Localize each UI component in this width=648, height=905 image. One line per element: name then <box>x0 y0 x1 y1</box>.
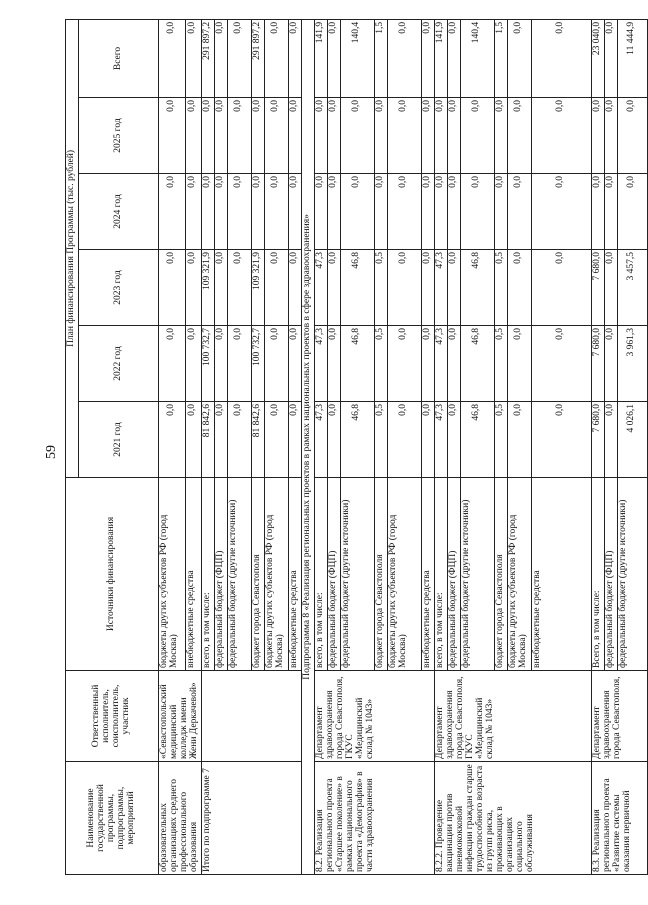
value-cell: 0,0 <box>387 98 421 174</box>
value-cell: 0,0 <box>288 19 301 97</box>
value-cell: 141,9 <box>314 19 327 97</box>
value-cell: 0,5 <box>374 402 387 478</box>
value-cell: 0,0 <box>507 250 531 326</box>
value-cell: 0,0 <box>327 98 340 174</box>
value-cell: 7 680,0 <box>591 402 604 478</box>
value-cell: 0,0 <box>264 402 288 478</box>
value-cell: 0,0 <box>387 250 421 326</box>
value-cell: 0,0 <box>159 174 186 250</box>
value-cell: 0,0 <box>604 326 617 402</box>
value-cell: 0,0 <box>264 98 288 174</box>
value-cell: 0,0 <box>591 98 604 174</box>
value-cell: 0,0 <box>327 326 340 402</box>
header-year-2023: 2023 год <box>79 250 159 326</box>
value-cell: 0,0 <box>288 98 301 174</box>
value-cell: 109 321,9 <box>201 250 214 326</box>
value-cell: 0,0 <box>617 98 647 174</box>
value-cell: 0,0 <box>264 19 288 97</box>
header-year-2021: 2021 год <box>79 402 159 478</box>
subprogram-title: Подпрограмма 8 «Реализация региональных проектов в рамках национальных проектов в сфере здравоохранения» <box>301 19 314 874</box>
measure-executor: Департамент здравоохранения города Севастополя, ГКУС «Медицинский склад № 1043» <box>314 671 434 762</box>
source-cell: внебюджетные средства <box>186 478 202 671</box>
value-cell: 0,0 <box>374 98 387 174</box>
value-cell: 0,0 <box>604 19 617 97</box>
value-cell: 0,0 <box>340 174 374 250</box>
value-cell: 0,0 <box>159 326 186 402</box>
value-cell: 0,0 <box>227 250 251 326</box>
value-cell: 3 961,3 <box>617 326 647 402</box>
value-cell: 0,0 <box>531 250 591 326</box>
value-cell: 0,0 <box>421 250 434 326</box>
value-cell: 0,5 <box>494 250 507 326</box>
value-cell: 0,0 <box>421 174 434 250</box>
source-cell: бюджет города Севастополя <box>251 478 264 671</box>
value-cell: 47,3 <box>434 250 447 326</box>
value-cell: 291 897,2 <box>251 19 264 97</box>
financing-table <box>65 19 648 875</box>
value-cell: 0,0 <box>327 250 340 326</box>
value-cell: 0,5 <box>374 250 387 326</box>
value-cell: 0,0 <box>227 326 251 402</box>
source-cell: бюджет города Севастополя <box>374 478 387 671</box>
value-cell: 47,3 <box>314 402 327 478</box>
value-cell: 0,0 <box>604 174 617 250</box>
value-cell: 0,0 <box>227 402 251 478</box>
source-cell: федеральный бюджет (другие источники) <box>617 478 647 671</box>
value-cell: 0,0 <box>507 19 531 97</box>
value-cell: 0,0 <box>460 98 494 174</box>
value-cell: 0,0 <box>447 402 460 478</box>
value-cell: 3 457,5 <box>617 250 647 326</box>
value-cell: 0,0 <box>421 326 434 402</box>
measure-name: 8.2. Реализация регионального проекта «Старшее поколение» в рамках национального проекта «Демография» в части здравоохранения <box>314 762 434 875</box>
measure-name: 8.3. Реализация регионального проекта «Развитие системы оказания первичной <box>591 762 647 875</box>
value-cell: 140,4 <box>460 19 494 97</box>
value-cell: 46,8 <box>460 326 494 402</box>
value-cell: 0,0 <box>227 19 251 97</box>
value-cell: 0,0 <box>186 250 202 326</box>
value-cell: 47,3 <box>434 326 447 402</box>
value-cell: 0,0 <box>494 174 507 250</box>
value-cell: 0,0 <box>288 174 301 250</box>
value-cell: 81 842,6 <box>251 402 264 478</box>
value-cell: 0,0 <box>447 19 460 97</box>
value-cell: 0,0 <box>264 326 288 402</box>
rotated-table-wrapper <box>65 20 637 875</box>
value-cell: 0,0 <box>159 19 186 97</box>
value-cell: 0,0 <box>186 174 202 250</box>
value-cell: 0,0 <box>387 174 421 250</box>
value-cell: 0,0 <box>288 402 301 478</box>
source-cell: внебюджетные средства <box>421 478 434 671</box>
value-cell: 0,0 <box>288 250 301 326</box>
source-cell: всего, в том числе: <box>201 478 214 671</box>
source-cell: федеральный бюджет (ФЦП) <box>447 478 460 671</box>
value-cell: 23 040,0 <box>591 19 604 97</box>
value-cell: 0,0 <box>186 326 202 402</box>
value-cell: 47,3 <box>314 326 327 402</box>
value-cell: 0,0 <box>214 250 227 326</box>
value-cell: 0,0 <box>494 98 507 174</box>
value-cell: 140,4 <box>340 19 374 97</box>
value-cell: 1,5 <box>494 19 507 97</box>
header-total: Всего <box>79 19 159 97</box>
value-cell: 0,0 <box>186 98 202 174</box>
value-cell: 0,0 <box>327 402 340 478</box>
value-cell: 0,0 <box>214 19 227 97</box>
value-cell: 0,0 <box>288 326 301 402</box>
source-cell: внебюджетные средства <box>288 478 301 671</box>
value-cell: 0,0 <box>460 174 494 250</box>
source-cell: бюджеты других субъектов РФ (город Москва) <box>387 478 421 671</box>
value-cell: 0,0 <box>327 174 340 250</box>
value-cell: 0,0 <box>264 250 288 326</box>
measure-executor: Департамент здравоохранения города Севастополя, <box>591 671 647 762</box>
value-cell: 0,0 <box>314 174 327 250</box>
value-cell: 7 680,0 <box>591 326 604 402</box>
value-cell: 46,8 <box>340 402 374 478</box>
value-cell: 0,0 <box>604 250 617 326</box>
value-cell: 0,0 <box>201 98 214 174</box>
value-cell: 46,8 <box>460 250 494 326</box>
value-cell: 0,0 <box>507 174 531 250</box>
source-cell: Всего, в том числе: <box>591 478 604 671</box>
value-cell: 0,0 <box>214 402 227 478</box>
value-cell: 0,0 <box>507 326 531 402</box>
value-cell: 0,0 <box>387 19 421 97</box>
measure-executor <box>201 671 301 762</box>
value-cell: 0,0 <box>604 402 617 478</box>
value-cell: 0,0 <box>531 98 591 174</box>
value-cell: 47,3 <box>434 402 447 478</box>
source-cell: бюджеты других субъектов РФ (город Москва) <box>159 478 186 671</box>
value-cell: 0,0 <box>227 98 251 174</box>
measure-name: Итого по подпрограмме 7 <box>201 762 301 875</box>
value-cell: 141,9 <box>434 19 447 97</box>
header-plan: План финансирования Программы (тыс. рублей) <box>66 19 79 477</box>
source-cell: бюджет города Севастополя <box>494 478 507 671</box>
page-number: 59 <box>44 445 59 459</box>
header-year-2025: 2025 год <box>79 98 159 174</box>
value-cell: 0,0 <box>251 174 264 250</box>
header-year-2022: 2022 год <box>79 326 159 402</box>
value-cell: 0,0 <box>201 174 214 250</box>
value-cell: 0,0 <box>447 250 460 326</box>
measure-name: образовательных организациях среднего профессионального образования <box>159 762 202 875</box>
value-cell: 0,0 <box>604 98 617 174</box>
value-cell: 0,0 <box>186 19 202 97</box>
header-year-2024: 2024 год <box>79 174 159 250</box>
value-cell: 0,0 <box>421 19 434 97</box>
header-executor: Ответственный исполнитель, соисполнитель, участник <box>66 671 159 762</box>
measure-name: 8.2.2. Проведение вакцинации против пневмококковой инфекции граждан старше трудоспособного возраста из групп риска, проживающих в организациях социального обслуживания <box>434 762 591 875</box>
value-cell: 0,5 <box>494 402 507 478</box>
value-cell: 0,0 <box>387 402 421 478</box>
source-cell: федеральный бюджет (ФЦП) <box>604 478 617 671</box>
value-cell: 0,5 <box>374 326 387 402</box>
value-cell: 0,0 <box>186 402 202 478</box>
value-cell: 100 732,7 <box>251 326 264 402</box>
source-cell: всего, в том числе: <box>314 478 327 671</box>
value-cell: 0,0 <box>447 326 460 402</box>
value-cell: 0,0 <box>340 98 374 174</box>
value-cell: 46,8 <box>340 326 374 402</box>
source-cell: федеральный бюджет (ФЦП) <box>327 478 340 671</box>
value-cell: 0,0 <box>387 326 421 402</box>
source-cell: всего, в том числе: <box>434 478 447 671</box>
value-cell: 100 732,7 <box>201 326 214 402</box>
value-cell: 0,0 <box>214 98 227 174</box>
value-cell: 4 026,1 <box>617 402 647 478</box>
source-cell: федеральный бюджет (другие источники) <box>340 478 374 671</box>
value-cell: 0,0 <box>434 174 447 250</box>
source-cell: внебюджетные средства <box>531 478 591 671</box>
header-sources: Источники финансирования <box>66 478 159 671</box>
value-cell: 0,0 <box>531 326 591 402</box>
value-cell: 0,0 <box>374 174 387 250</box>
value-cell: 0,0 <box>214 326 227 402</box>
value-cell: 0,0 <box>507 402 531 478</box>
value-cell: 0,0 <box>507 98 531 174</box>
value-cell: 0,0 <box>214 174 227 250</box>
value-cell: 0,0 <box>159 250 186 326</box>
value-cell: 0,0 <box>531 19 591 97</box>
source-cell: бюджеты других субъектов РФ (город Москва) <box>507 478 531 671</box>
value-cell: 0,0 <box>159 98 186 174</box>
value-cell: 47,3 <box>314 250 327 326</box>
value-cell: 81 842,6 <box>201 402 214 478</box>
value-cell: 0,0 <box>264 174 288 250</box>
value-cell: 0,0 <box>251 98 264 174</box>
value-cell: 11 444,9 <box>617 19 647 97</box>
source-cell: федеральный бюджет (другие источники) <box>460 478 494 671</box>
value-cell: 0,0 <box>159 402 186 478</box>
value-cell: 0,0 <box>421 402 434 478</box>
value-cell: 0,0 <box>327 19 340 97</box>
measure-executor: Департамент здравоохранения города Севастополя, ГКУС «Медицинский склад № 1043» <box>434 671 591 762</box>
value-cell: 0,0 <box>531 174 591 250</box>
value-cell: 0,0 <box>591 174 604 250</box>
source-cell: федеральный бюджет (ФЦП) <box>214 478 227 671</box>
value-cell: 46,8 <box>460 402 494 478</box>
value-cell: 291 897,2 <box>201 19 214 97</box>
header-name: Наименование государственной программы, подпрограммы, мероприятий <box>66 762 159 875</box>
measure-executor: «Севастопольский медицинский колледж имени Жени Деркачевой» <box>159 671 202 762</box>
value-cell: 0,0 <box>531 402 591 478</box>
value-cell: 0,0 <box>617 174 647 250</box>
value-cell: 0,0 <box>434 98 447 174</box>
value-cell: 7 680,0 <box>591 250 604 326</box>
value-cell: 0,0 <box>447 174 460 250</box>
value-cell: 0,5 <box>494 326 507 402</box>
value-cell: 0,0 <box>447 98 460 174</box>
source-cell: бюджеты других субъектов РФ (город Москва) <box>264 478 288 671</box>
value-cell: 0,0 <box>227 174 251 250</box>
value-cell: 1,5 <box>374 19 387 97</box>
value-cell: 46,8 <box>340 250 374 326</box>
value-cell: 0,0 <box>421 98 434 174</box>
value-cell: 0,0 <box>314 98 327 174</box>
value-cell: 109 321,9 <box>251 250 264 326</box>
source-cell: федеральный бюджет (другие источники) <box>227 478 251 671</box>
